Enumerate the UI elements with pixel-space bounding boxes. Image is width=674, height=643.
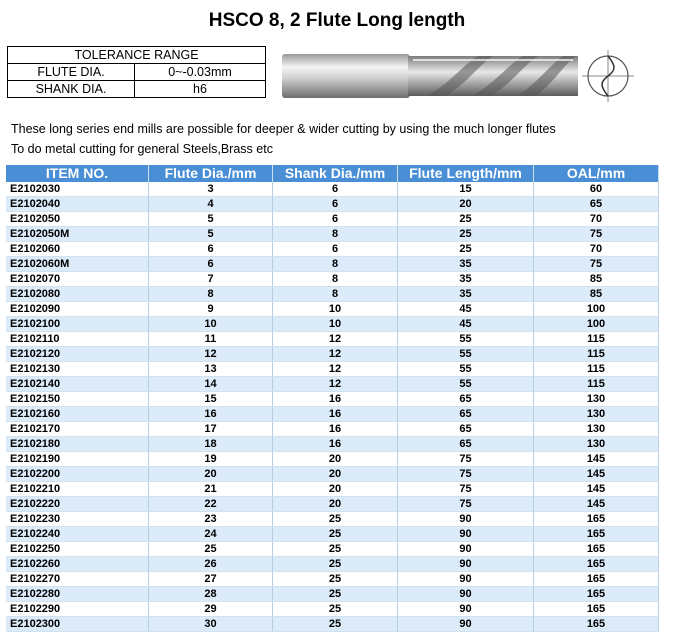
flute-dia-cell: 21 (149, 482, 273, 497)
flute-length-cell: 55 (398, 377, 534, 392)
flute-length-cell: 75 (398, 497, 534, 512)
shank-dia-cell: 16 (273, 422, 398, 437)
table-row (6, 272, 659, 287)
shank-dia-cell: 25 (273, 557, 398, 572)
items-table (6, 165, 659, 632)
tolerance-header: TOLERANCE RANGE (8, 47, 266, 64)
table-row (6, 602, 659, 617)
flute-dia-cell: 6 (149, 257, 273, 272)
flute-length-cell: 90 (398, 587, 534, 602)
flute-length-cell: 35 (398, 257, 534, 272)
item-no-cell: E2102080 (6, 287, 149, 302)
table-row (6, 512, 659, 527)
shank-dia-cell: 12 (273, 332, 398, 347)
item-no-cell: E2102040 (6, 197, 149, 212)
flute-dia-cell: 28 (149, 587, 273, 602)
oal-cell: 165 (534, 587, 659, 602)
end-mill-flutes (408, 56, 578, 96)
flute-length-cell: 90 (398, 572, 534, 587)
shank-dia-cell: 12 (273, 377, 398, 392)
flute-dia-cell: 16 (149, 407, 273, 422)
flute-dia-cell: 29 (149, 602, 273, 617)
flute-length-cell: 45 (398, 317, 534, 332)
shank-dia-cell: 12 (273, 362, 398, 377)
flute-dia-cell: 18 (149, 437, 273, 452)
shank-dia-cell: 25 (273, 572, 398, 587)
shank-dia-cell: 12 (273, 347, 398, 362)
flute-dia-cell: 23 (149, 512, 273, 527)
item-no-cell: E2102240 (6, 527, 149, 542)
item-no-cell: E2102180 (6, 437, 149, 452)
table-row (6, 437, 659, 452)
flute-length-cell: 55 (398, 332, 534, 347)
item-no-cell: E2102220 (6, 497, 149, 512)
table-row (6, 542, 659, 557)
shank-dia-cell: 16 (273, 437, 398, 452)
table-row (6, 422, 659, 437)
item-no-cell: E2102050 (6, 212, 149, 227)
flute-dia-cell: 15 (149, 392, 273, 407)
oal-cell: 85 (534, 287, 659, 302)
flute-length-cell: 65 (398, 437, 534, 452)
flute-dia-cell: 3 (149, 182, 273, 197)
shank-dia-cell: 25 (273, 542, 398, 557)
oal-cell: 165 (534, 542, 659, 557)
flute-length-cell: 45 (398, 302, 534, 317)
table-row (6, 452, 659, 467)
flute-length-cell: 25 (398, 212, 534, 227)
flute-length-cell: 55 (398, 362, 534, 377)
flute-dia-cell: 19 (149, 452, 273, 467)
flute-dia-cell: 20 (149, 467, 273, 482)
oal-cell: 100 (534, 317, 659, 332)
item-no-cell: E2102280 (6, 587, 149, 602)
description-line: These long series end mills are possible for deeper & wider cutting by using the much longer flutes (11, 122, 556, 136)
flute-length-cell: 90 (398, 527, 534, 542)
tolerance-value: h6 (135, 81, 266, 98)
shank-dia-cell: 25 (273, 587, 398, 602)
oal-cell: 165 (534, 572, 659, 587)
shank-dia-cell: 8 (273, 287, 398, 302)
table-row (6, 317, 659, 332)
item-no-cell: E2102230 (6, 512, 149, 527)
oal-cell: 115 (534, 362, 659, 377)
item-no-cell: E2102270 (6, 572, 149, 587)
item-no-cell: E2102260 (6, 557, 149, 572)
shank-dia-cell: 25 (273, 512, 398, 527)
flute-length-cell: 90 (398, 617, 534, 632)
oal-cell: 65 (534, 197, 659, 212)
table-row (6, 242, 659, 257)
shank-dia-cell: 8 (273, 227, 398, 242)
item-no-cell: E2102300 (6, 617, 149, 632)
item-no-cell: E2102160 (6, 407, 149, 422)
table-row (6, 182, 659, 197)
table-row (6, 617, 659, 632)
flute-length-cell: 65 (398, 407, 534, 422)
description-line: To do metal cutting for general Steels,Brass etc (11, 142, 273, 156)
flute-dia-cell: 27 (149, 572, 273, 587)
table-header-row (6, 165, 659, 182)
table-row (6, 287, 659, 302)
item-no-cell: E2102130 (6, 362, 149, 377)
table-row (6, 347, 659, 362)
flute-dia-cell: 5 (149, 212, 273, 227)
item-no-cell: E2102150 (6, 392, 149, 407)
oal-cell: 165 (534, 617, 659, 632)
column-header: Shank Dia./mm (273, 165, 398, 182)
flute-dia-cell: 12 (149, 347, 273, 362)
shank-dia-cell: 10 (273, 317, 398, 332)
item-no-cell: E2102290 (6, 602, 149, 617)
tolerance-label: FLUTE DIA. (8, 64, 135, 81)
flute-dia-cell: 8 (149, 287, 273, 302)
shank-dia-cell: 6 (273, 197, 398, 212)
item-no-cell: E2102140 (6, 377, 149, 392)
item-no-cell: E2102250 (6, 542, 149, 557)
flute-length-cell: 15 (398, 182, 534, 197)
shank-dia-cell: 20 (273, 467, 398, 482)
end-mill-end-view (582, 50, 634, 102)
flute-length-cell: 90 (398, 602, 534, 617)
oal-cell: 60 (534, 182, 659, 197)
flute-length-cell: 65 (398, 392, 534, 407)
item-no-cell: E2102110 (6, 332, 149, 347)
end-mill-shank (282, 54, 410, 98)
page-title: HSCO 8, 2 Flute Long length (208, 10, 466, 31)
table-row (6, 212, 659, 227)
flute-dia-cell: 9 (149, 302, 273, 317)
item-no-cell: E2102100 (6, 317, 149, 332)
item-no-cell: E2102170 (6, 422, 149, 437)
item-no-cell: E2102050M (6, 227, 149, 242)
flute-dia-cell: 22 (149, 497, 273, 512)
flute-dia-cell: 10 (149, 317, 273, 332)
item-no-cell: E2102060 (6, 242, 149, 257)
shank-dia-cell: 25 (273, 602, 398, 617)
shank-dia-cell: 6 (273, 242, 398, 257)
shank-dia-cell: 8 (273, 272, 398, 287)
tolerance-label: SHANK DIA. (8, 81, 135, 98)
table-row (6, 497, 659, 512)
table-row (6, 527, 659, 542)
shank-dia-cell: 25 (273, 527, 398, 542)
oal-cell: 165 (534, 557, 659, 572)
oal-cell: 165 (534, 527, 659, 542)
table-row (6, 587, 659, 602)
shank-dia-cell: 25 (273, 617, 398, 632)
item-no-cell: E2102090 (6, 302, 149, 317)
shank-dia-cell: 20 (273, 452, 398, 467)
table-row (6, 332, 659, 347)
oal-cell: 85 (534, 272, 659, 287)
item-no-cell: E2102200 (6, 467, 149, 482)
column-header: Flute Length/mm (398, 165, 534, 182)
oal-cell: 145 (534, 497, 659, 512)
item-no-cell: E2102070 (6, 272, 149, 287)
oal-cell: 75 (534, 227, 659, 242)
oal-cell: 130 (534, 407, 659, 422)
oal-cell: 145 (534, 482, 659, 497)
table-row (6, 407, 659, 422)
table-row (6, 257, 659, 272)
item-no-cell: E2102120 (6, 347, 149, 362)
flute-dia-cell: 5 (149, 227, 273, 242)
shank-dia-cell: 16 (273, 392, 398, 407)
flute-dia-cell: 4 (149, 197, 273, 212)
shank-dia-cell: 10 (273, 302, 398, 317)
flute-dia-cell: 7 (149, 272, 273, 287)
oal-cell: 145 (534, 467, 659, 482)
oal-cell: 100 (534, 302, 659, 317)
oal-cell: 130 (534, 422, 659, 437)
oal-cell: 115 (534, 332, 659, 347)
flute-length-cell: 75 (398, 482, 534, 497)
item-no-cell: E2102030 (6, 182, 149, 197)
flute-dia-cell: 17 (149, 422, 273, 437)
table-row (6, 197, 659, 212)
flute-length-cell: 20 (398, 197, 534, 212)
table-row (6, 377, 659, 392)
oal-cell: 130 (534, 392, 659, 407)
flute-dia-cell: 24 (149, 527, 273, 542)
table-row (6, 227, 659, 242)
flute-length-cell: 75 (398, 452, 534, 467)
flute-dia-cell: 11 (149, 332, 273, 347)
flute-length-cell: 90 (398, 512, 534, 527)
oal-cell: 130 (534, 437, 659, 452)
column-header: Flute Dia./mm (149, 165, 273, 182)
shank-dia-cell: 16 (273, 407, 398, 422)
oal-cell: 165 (534, 512, 659, 527)
flute-dia-cell: 25 (149, 542, 273, 557)
table-row (6, 467, 659, 482)
oal-cell: 75 (534, 257, 659, 272)
table-row (6, 302, 659, 317)
flute-length-cell: 90 (398, 557, 534, 572)
column-header: ITEM NO. (6, 165, 149, 182)
oal-cell: 145 (534, 452, 659, 467)
end-mill-image (278, 40, 638, 110)
tolerance-table (7, 46, 266, 98)
shank-dia-cell: 20 (273, 482, 398, 497)
shank-dia-cell: 6 (273, 212, 398, 227)
flute-length-cell: 90 (398, 542, 534, 557)
item-no-cell: E2102210 (6, 482, 149, 497)
flute-dia-cell: 26 (149, 557, 273, 572)
flute-length-cell: 75 (398, 467, 534, 482)
shank-dia-cell: 8 (273, 257, 398, 272)
oal-cell: 70 (534, 212, 659, 227)
flute-dia-cell: 14 (149, 377, 273, 392)
oal-cell: 115 (534, 377, 659, 392)
flute-length-cell: 65 (398, 422, 534, 437)
flute-length-cell: 35 (398, 287, 534, 302)
flute-length-cell: 35 (398, 272, 534, 287)
item-no-cell: E2102060M (6, 257, 149, 272)
table-row (6, 362, 659, 377)
shank-dia-cell: 20 (273, 497, 398, 512)
tolerance-value: 0~-0.03mm (135, 64, 266, 81)
column-header: OAL/mm (534, 165, 659, 182)
oal-cell: 115 (534, 347, 659, 362)
table-row (6, 557, 659, 572)
table-row (6, 482, 659, 497)
shank-dia-cell: 6 (273, 182, 398, 197)
flute-dia-cell: 13 (149, 362, 273, 377)
flute-length-cell: 25 (398, 227, 534, 242)
item-no-cell: E2102190 (6, 452, 149, 467)
oal-cell: 165 (534, 602, 659, 617)
flute-dia-cell: 6 (149, 242, 273, 257)
flute-length-cell: 25 (398, 242, 534, 257)
flute-length-cell: 55 (398, 347, 534, 362)
table-row (6, 392, 659, 407)
flute-dia-cell: 30 (149, 617, 273, 632)
table-row (6, 572, 659, 587)
oal-cell: 70 (534, 242, 659, 257)
